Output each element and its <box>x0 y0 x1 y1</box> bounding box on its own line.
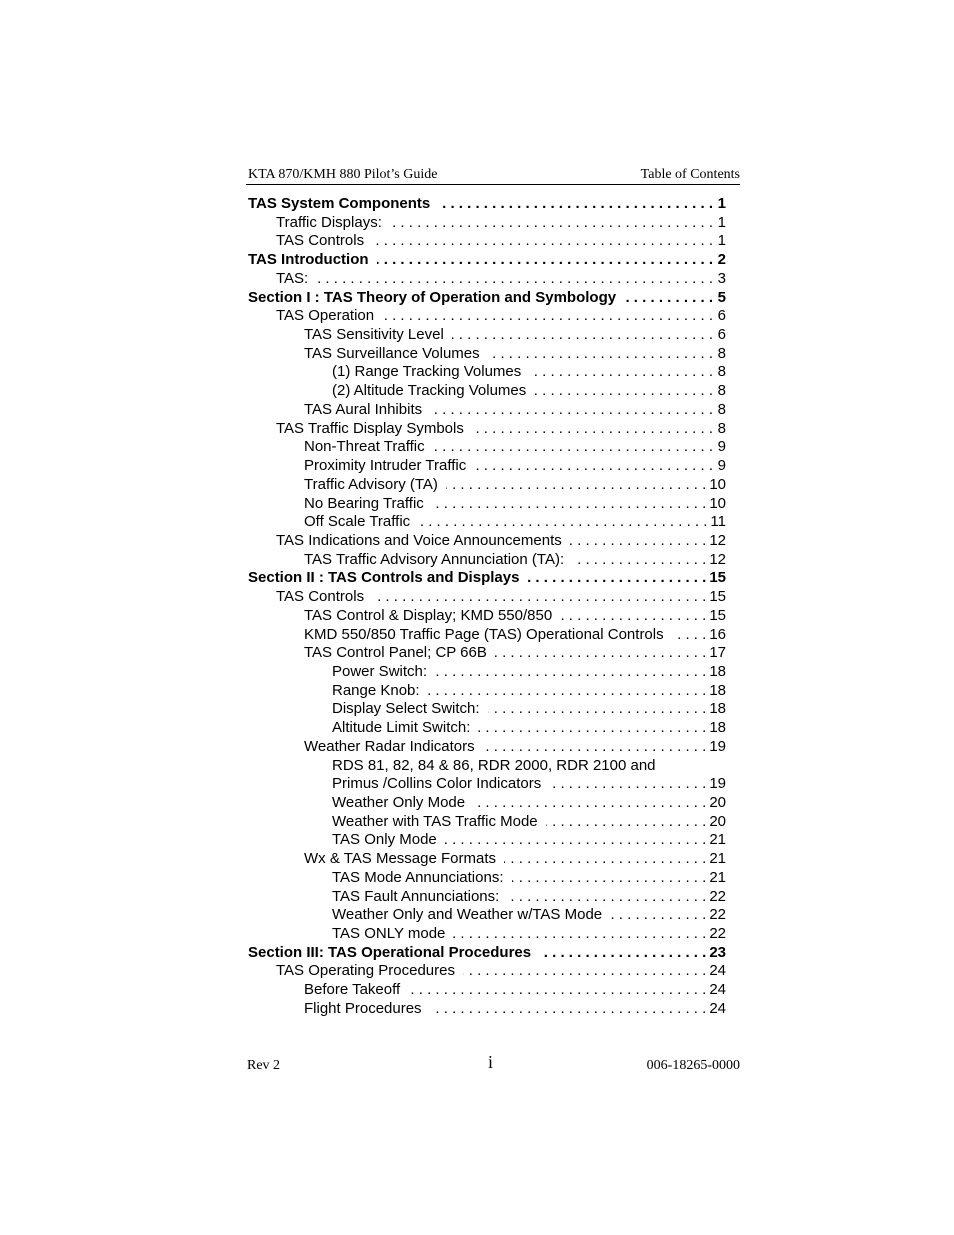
toc-entry-page: 21 <box>709 850 726 868</box>
toc-entry[interactable] <box>248 831 726 850</box>
toc-entry-page: 8 <box>717 419 726 437</box>
toc-leader-dots <box>504 850 706 869</box>
toc-entry-title: Traffic Displays: <box>276 213 382 231</box>
toc-leader-dots <box>507 888 706 907</box>
toc-entry-page: 17 <box>709 644 726 662</box>
toc-entry-page: 18 <box>709 700 726 718</box>
toc-entry-title: TAS Indications and Voice Announcements <box>276 531 562 549</box>
toc-entry[interactable] <box>248 326 726 345</box>
toc-entry-page: 15 <box>709 588 726 606</box>
toc-leader-dots <box>430 401 713 420</box>
toc-entry-page: 19 <box>709 775 726 793</box>
toc-entry-page: 1 <box>717 195 726 212</box>
toc-entry-title: Power Switch: <box>332 662 428 680</box>
toc-leader-dots <box>372 232 713 251</box>
toc-entry[interactable] <box>248 944 726 963</box>
toc-leader-dots <box>372 588 706 607</box>
toc-entry-title: TAS Traffic Advisory Annunciation (TA): <box>304 550 565 568</box>
toc-entry-page: 19 <box>709 737 726 755</box>
toc-entry-page: 8 <box>717 382 726 400</box>
toc-entry[interactable] <box>248 251 726 270</box>
toc-entry[interactable] <box>248 551 726 570</box>
toc-entry-title: RDS 81, 82, 84 & 86, RDR 2000, RDR 2100 and <box>332 756 656 774</box>
running-footer <box>247 1052 740 1076</box>
toc-entry-page: 24 <box>709 962 726 980</box>
toc-leader-dots <box>446 476 706 495</box>
toc-entry-title: Weather Radar Indicators <box>304 737 475 755</box>
toc-leader-dots <box>488 700 707 719</box>
toc-entry-page: 12 <box>709 531 726 549</box>
toc-entry-page: 9 <box>717 438 726 456</box>
toc-entry-page: 1 <box>717 213 726 231</box>
toc-entry-page: 12 <box>709 550 726 568</box>
toc-entry-title: Primus /Collins Color Indicators <box>332 775 542 793</box>
toc-leader-dots <box>624 289 713 308</box>
toc-entry[interactable] <box>248 719 726 738</box>
toc-leader-dots <box>570 532 707 551</box>
toc-entry-title: TAS: <box>276 269 309 287</box>
toc-entry-page: 15 <box>709 606 726 624</box>
toc-leader-dots <box>495 644 706 663</box>
toc-entry-title: TAS Aural Inhibits <box>304 400 423 418</box>
toc-leader-dots <box>435 663 706 682</box>
toc-entry[interactable] <box>248 906 726 925</box>
toc-leader-dots <box>418 513 707 532</box>
toc-entry-page: 10 <box>709 494 726 512</box>
toc-entry-title: Display Select Switch: <box>332 700 480 718</box>
toc-entry-title: Flight Procedures <box>304 999 422 1017</box>
toc-entry-title: TAS Surveillance Volumes <box>304 344 480 362</box>
toc-entry-page: 18 <box>709 662 726 680</box>
toc-entry[interactable] <box>248 981 726 1000</box>
toc-entry[interactable] <box>248 401 726 420</box>
toc-entry[interactable] <box>248 607 726 626</box>
footer-document-number: 006-18265-0000 <box>646 1058 740 1073</box>
toc-entry[interactable] <box>248 307 726 326</box>
toc-entry[interactable] <box>248 345 726 364</box>
toc-leader-dots <box>572 551 706 570</box>
toc-entry-page: 6 <box>717 307 726 325</box>
toc-entry[interactable] <box>248 682 726 701</box>
toc-entry[interactable] <box>248 700 726 719</box>
toc-entry[interactable] <box>248 569 726 588</box>
toc-entry-page: 3 <box>717 269 726 287</box>
toc-entry-title: TAS Sensitivity Level <box>304 326 444 344</box>
toc-entry[interactable] <box>248 663 726 682</box>
toc-entry-title: TAS Operation <box>276 307 375 325</box>
toc-leader-dots <box>408 981 706 1000</box>
toc-entry[interactable] <box>248 738 726 757</box>
toc-entry-title: Weather with TAS Traffic Mode <box>332 812 538 830</box>
header-rule <box>246 184 740 185</box>
toc-leader-dots <box>474 457 713 476</box>
toc-entry-page: 8 <box>717 344 726 362</box>
toc-leader-dots <box>488 345 713 364</box>
toc-leader-dots <box>445 831 707 850</box>
toc-entry-page: 23 <box>709 943 726 961</box>
toc-entry[interactable] <box>248 195 726 214</box>
toc-entry-title: TAS Only Mode <box>332 831 437 849</box>
toc-entry-title: KMD 550/850 Traffic Page (TAS) Operational Controls <box>304 625 664 643</box>
toc-entry-title: (2) Altitude Tracking Volumes <box>332 382 527 400</box>
toc-entry[interactable] <box>248 532 726 551</box>
toc-leader-dots <box>529 363 713 382</box>
toc-entry-title: Weather Only and Weather w/TAS Mode <box>332 906 603 924</box>
toc-entry-title: Off Scale Traffic <box>304 513 411 531</box>
toc-entry-page: 18 <box>709 681 726 699</box>
toc-entry-title: (1) Range Tracking Volumes <box>332 363 522 381</box>
toc-leader-dots <box>390 214 713 233</box>
toc-leader-dots <box>560 607 706 626</box>
toc-entry[interactable] <box>248 476 726 495</box>
toc-entry-page: 24 <box>709 981 726 999</box>
toc-entry-page: 8 <box>717 400 726 418</box>
toc-entry[interactable] <box>248 382 726 401</box>
toc-leader-dots <box>549 775 706 794</box>
toc-entry-title: Section III: TAS Operational Procedures <box>248 943 532 961</box>
toc-entry-page: 22 <box>709 887 726 905</box>
toc-entry-title: Proximity Intruder Traffic <box>304 457 467 475</box>
toc-leader-dots <box>512 869 707 888</box>
toc-entry[interactable] <box>248 644 726 663</box>
toc-entry-title: TAS Control Panel; CP 66B <box>304 644 487 662</box>
toc-entry-page: 18 <box>709 719 726 737</box>
toc-leader-dots <box>463 962 706 981</box>
toc-entry-page: 22 <box>709 906 726 924</box>
toc-entry-title: TAS Traffic Display Symbols <box>276 419 464 437</box>
toc-entry[interactable] <box>248 457 726 476</box>
header-section: Table of Contents <box>640 167 740 182</box>
toc-leader-dots <box>672 626 707 645</box>
toc-leader-dots <box>546 813 707 832</box>
toc-leader-dots <box>316 270 713 289</box>
toc-entry[interactable] <box>248 588 726 607</box>
toc-entry-title: Wx & TAS Message Formats <box>304 850 496 868</box>
toc-entry-title: TAS ONLY mode <box>332 925 446 943</box>
toc-entry[interactable] <box>248 232 726 251</box>
toc-entry-page: 11 <box>710 513 726 531</box>
toc-entry[interactable] <box>248 962 726 981</box>
toc-entry-page: 21 <box>709 831 726 849</box>
toc-leader-dots <box>610 906 706 925</box>
toc-entry-title: TAS System Components <box>248 195 431 212</box>
toc-entry[interactable] <box>248 925 726 944</box>
toc-entry[interactable] <box>248 214 726 233</box>
toc-entry-title: TAS Mode Annunciations: <box>332 868 504 886</box>
toc-entry-title: Weather Only Mode <box>332 794 466 811</box>
toc-leader-dots <box>472 420 713 439</box>
header-title: KTA 870/KMH 880 Pilot’s Guide <box>248 167 438 182</box>
toc-entry-page: 22 <box>709 925 726 943</box>
toc-leader-dots <box>430 1000 707 1019</box>
toc-entry-title: No Bearing Traffic <box>304 494 424 512</box>
toc-entry-title: TAS Controls <box>276 232 365 250</box>
toc-entry-title: Non-Threat Traffic <box>304 438 425 456</box>
toc-entry-page: 15 <box>709 569 726 587</box>
toc-leader-dots <box>382 307 713 326</box>
toc-entry-page: 6 <box>717 326 726 344</box>
toc-leader-dots <box>478 719 706 738</box>
toc-entry-page: 21 <box>709 868 726 886</box>
footer-revision: Rev 2 <box>247 1058 281 1073</box>
toc-entry[interactable] <box>248 270 726 289</box>
toc-entry[interactable] <box>248 438 726 457</box>
toc-entry-title: Traffic Advisory (TA) <box>304 475 438 493</box>
toc-entry-page: 16 <box>709 625 726 643</box>
toc-entry-page: 1 <box>717 232 726 250</box>
toc-leader-dots <box>438 195 713 214</box>
toc-entry[interactable] <box>248 850 726 869</box>
toc-leader-dots <box>377 251 713 270</box>
toc-leader-dots <box>452 326 713 345</box>
toc-entry[interactable] <box>248 794 726 813</box>
toc-entry-page: 8 <box>717 363 726 381</box>
running-header <box>248 166 740 184</box>
toc-entry-title: TAS Introduction <box>248 251 369 269</box>
toc-leader-dots <box>539 944 706 963</box>
toc-leader-dots <box>453 925 706 944</box>
toc-entry-title: Before Takeoff <box>304 981 401 999</box>
toc-entry[interactable] <box>248 495 726 514</box>
toc-entry-title: Range Knob: <box>332 681 420 699</box>
toc-leader-dots <box>473 794 706 813</box>
toc-leader-dots <box>433 438 713 457</box>
toc-entry[interactable] <box>248 626 726 645</box>
toc-entry[interactable] <box>248 1000 726 1019</box>
toc-entry-title: Altitude Limit Switch: <box>332 719 471 737</box>
toc-entry[interactable] <box>248 757 726 776</box>
toc-entry-page: 20 <box>709 794 726 811</box>
toc-entry[interactable] <box>248 775 726 794</box>
toc-entry[interactable] <box>248 289 726 308</box>
toc-entry-page: 20 <box>709 812 726 830</box>
toc-entry-page: 5 <box>717 288 726 306</box>
toc-entry-page: 2 <box>717 251 726 269</box>
toc-entry[interactable] <box>248 888 726 907</box>
toc-entry[interactable] <box>248 813 726 832</box>
toc-leader-dots <box>483 738 707 757</box>
toc-entry[interactable] <box>248 869 726 888</box>
toc-leader-dots <box>527 569 706 588</box>
toc-leader-dots <box>428 682 707 701</box>
toc-entry-title: TAS Fault Annunciations: <box>332 887 500 905</box>
toc-entry[interactable] <box>248 513 726 532</box>
toc-entry-title: TAS Control & Display; KMD 550/850 <box>304 606 553 624</box>
toc-leader-dots <box>534 382 713 401</box>
toc-entry-title: TAS Operating Procedures <box>276 962 455 980</box>
toc-entry-page: 24 <box>709 999 726 1017</box>
toc-entry[interactable] <box>248 363 726 382</box>
toc-entry-title: TAS Controls <box>276 588 365 606</box>
table-of-contents <box>248 195 726 1019</box>
footer-page-number: i <box>488 1052 494 1072</box>
toc-entry[interactable] <box>248 420 726 439</box>
toc-leader-dots <box>432 495 707 514</box>
toc-entry-title: Section II : TAS Controls and Displays <box>248 569 520 587</box>
toc-entry-page: 9 <box>717 457 726 475</box>
toc-entry-page: 10 <box>709 475 726 493</box>
toc-entry-title: Section I : TAS Theory of Operation and Symbology <box>248 288 617 306</box>
